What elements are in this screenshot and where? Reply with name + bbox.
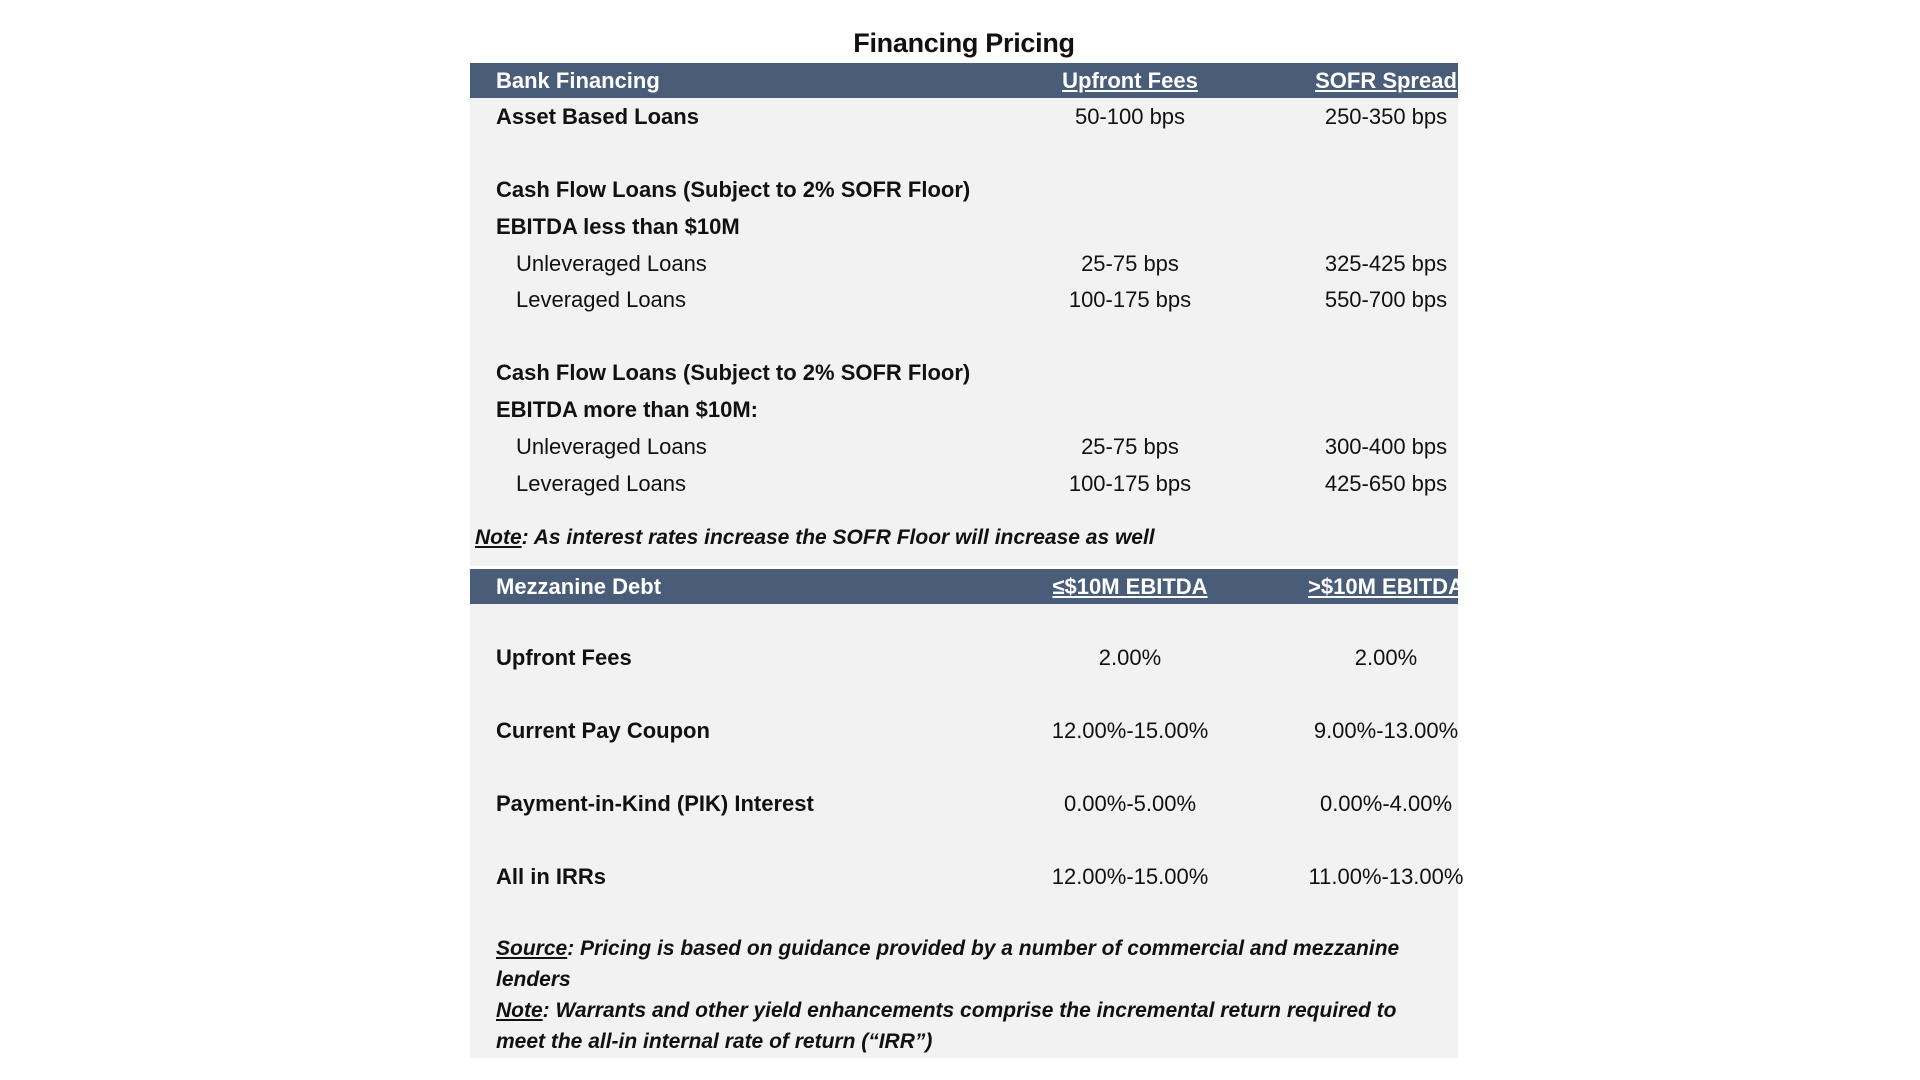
sofr-spread-column-header: SOFR Spread bbox=[1315, 68, 1457, 93]
note-text: : Warrants and other yield enhancements comprise the incremental return required to meet the all-in internal rate of return (“IRR”) bbox=[496, 999, 1397, 1053]
section-heading bbox=[470, 356, 1458, 390]
upfront-fees-value: 50-100 bps bbox=[1074, 104, 1186, 129]
table-row bbox=[470, 247, 1458, 281]
table-row bbox=[470, 641, 1458, 675]
mezzanine-debt-header bbox=[470, 569, 1464, 604]
row-label: Unleveraged Loans bbox=[516, 434, 707, 459]
row-label: Asset Based Loans bbox=[496, 104, 699, 129]
table-row bbox=[470, 860, 1464, 894]
section-subheading-text: EBITDA more than $10M: bbox=[496, 397, 759, 422]
source-text: : Pricing is based on guidance provided by a number of commercial and mezzanine lenders bbox=[496, 937, 1400, 991]
under-10m-value: 12.00%-15.00% bbox=[1051, 718, 1209, 743]
row-label: Leveraged Loans bbox=[516, 287, 687, 312]
section-subheading-text: EBITDA less than $10M bbox=[496, 214, 740, 239]
bank-financing-header-label: Bank Financing bbox=[496, 68, 660, 93]
sofr-spread-value: 300-400 bps bbox=[1324, 434, 1448, 459]
row-label: All in IRRs bbox=[496, 864, 607, 889]
section-heading-text: Cash Flow Loans (Subject to 2% SOFR Floor) bbox=[496, 360, 971, 385]
source-note bbox=[496, 933, 1446, 995]
under-10m-value: 2.00% bbox=[1098, 645, 1162, 670]
mezzanine-debt-header-label: Mezzanine Debt bbox=[496, 574, 662, 599]
over-10m-value: 0.00%-4.00% bbox=[1319, 791, 1453, 816]
table-row bbox=[470, 467, 1458, 501]
table-row bbox=[470, 430, 1458, 464]
upfront-fees-value: 25-75 bps bbox=[1081, 251, 1179, 276]
upfront-fees-value: 25-75 bps bbox=[1081, 434, 1179, 459]
page-title: Financing Pricing bbox=[853, 28, 1075, 58]
row-label: Current Pay Coupon bbox=[496, 718, 710, 743]
note-text: : As interest rates increase the SOFR Floor will increase as well bbox=[521, 526, 1155, 549]
over-10m-ebitda-column-header: >$10M EBITDA bbox=[1308, 574, 1464, 599]
under-10m-ebitda-column-header: ≤$10M EBITDA bbox=[1052, 574, 1208, 599]
sofr-floor-note bbox=[475, 526, 1155, 550]
table-row bbox=[470, 714, 1458, 748]
source-prefix: Source bbox=[496, 937, 568, 960]
over-10m-value: 9.00%-13.00% bbox=[1313, 718, 1459, 743]
row-label: Payment-in-Kind (PIK) Interest bbox=[496, 791, 814, 816]
section-subheading bbox=[470, 210, 1458, 244]
note-prefix: Note bbox=[496, 999, 543, 1022]
table-row bbox=[470, 100, 1458, 134]
mezzanine-debt-table bbox=[470, 569, 1464, 1058]
table-row bbox=[470, 787, 1458, 821]
bank-financing-header bbox=[470, 63, 1458, 98]
bank-financing-table bbox=[470, 63, 1458, 566]
row-label: Unleveraged Loans bbox=[516, 251, 707, 276]
row-label: Leveraged Loans bbox=[516, 471, 687, 496]
over-10m-value: 2.00% bbox=[1354, 645, 1418, 670]
upfront-fees-column-header: Upfront Fees bbox=[1062, 68, 1198, 93]
sofr-spread-value: 425-650 bps bbox=[1324, 471, 1448, 496]
under-10m-value: 0.00%-5.00% bbox=[1063, 791, 1197, 816]
under-10m-value: 12.00%-15.00% bbox=[1051, 864, 1209, 889]
upfront-fees-value: 100-175 bps bbox=[1068, 471, 1192, 496]
section-subheading bbox=[470, 393, 1458, 427]
note-prefix: Note bbox=[475, 526, 522, 549]
over-10m-value: 11.00%-13.00% bbox=[1308, 864, 1464, 889]
section-heading bbox=[470, 173, 1458, 207]
table-row bbox=[470, 283, 1458, 317]
section-heading-text: Cash Flow Loans (Subject to 2% SOFR Floor) bbox=[496, 177, 971, 202]
row-label: Upfront Fees bbox=[496, 645, 632, 670]
sofr-spread-value: 325-425 bps bbox=[1324, 251, 1448, 276]
upfront-fees-value: 100-175 bps bbox=[1068, 287, 1192, 312]
warrants-note bbox=[496, 995, 1446, 1057]
sofr-spread-value: 550-700 bps bbox=[1324, 287, 1448, 312]
sofr-spread-value: 250-350 bps bbox=[1324, 104, 1448, 129]
